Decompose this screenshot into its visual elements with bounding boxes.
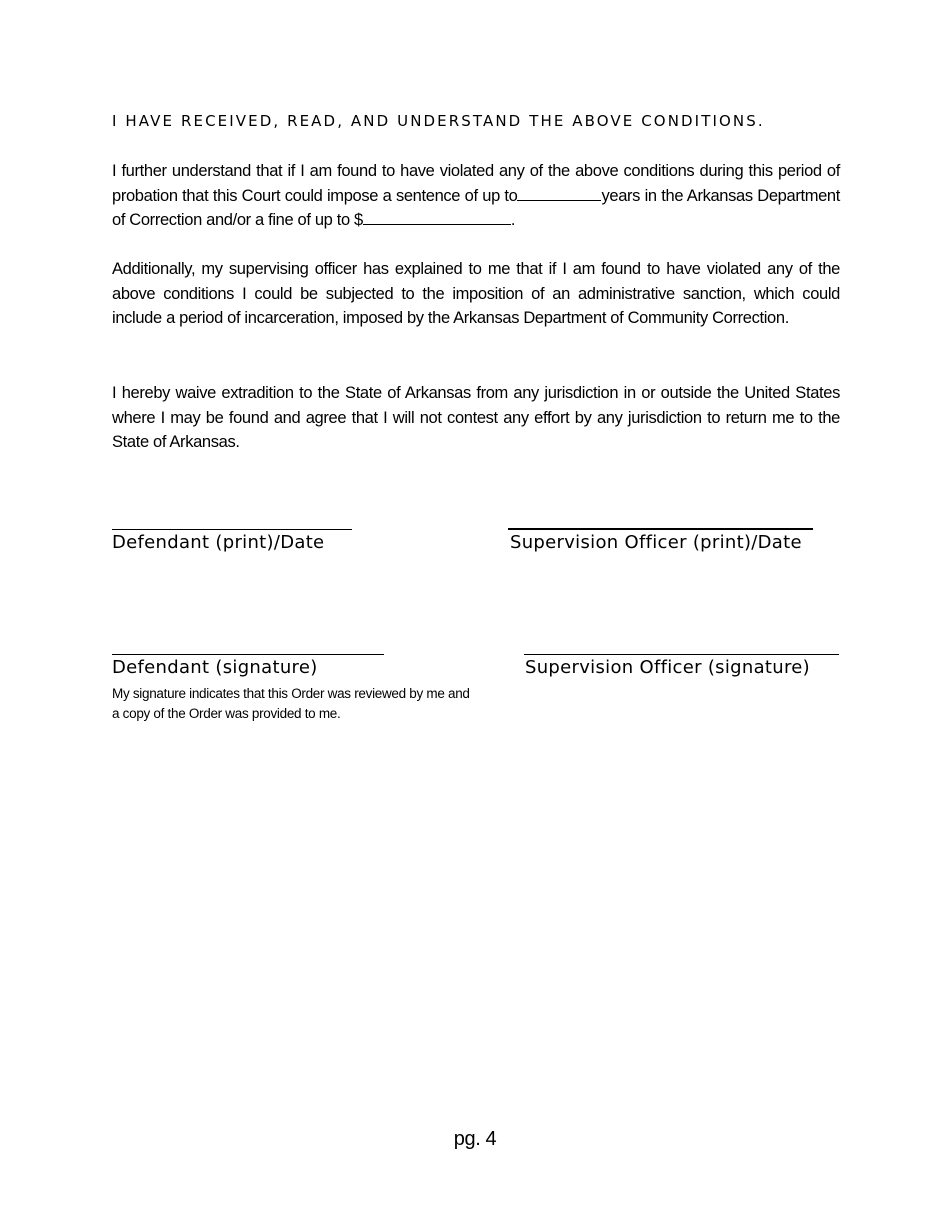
defendant-print-line[interactable] xyxy=(112,529,352,530)
officer-print-line[interactable] xyxy=(508,528,813,530)
administrative-sanction-paragraph: Additionally, my supervising officer has explained to me that if I am found to have violated any of the above conditions I could be subjected to the imposition of an administrative sanction, which could include a period of incarceration, imposed by the Arkansas Department of Community Correction. xyxy=(112,260,840,327)
defendant-signature-line[interactable] xyxy=(112,654,384,655)
paragraph1-text-end: . xyxy=(510,211,516,229)
paragraph1-text-start: I further understand that if I am found to have violated any of the above conditions during this period of probation that this Court could impose a sentence of up to xyxy=(112,162,840,205)
page-number: pg. 4 xyxy=(453,1128,497,1150)
officer-print-label: Supervision Officer (print)/Date xyxy=(510,532,802,553)
officer-signature-label: Supervision Officer (signature) xyxy=(525,657,810,678)
defendant-signature-note: My signature indicates that this Order was reviewed by me and a copy of the Order was provided to me. xyxy=(112,686,470,721)
acknowledgement-heading: I HAVE RECEIVED, READ, AND UNDERSTAND THE ABOVE CONDITIONS. xyxy=(112,112,765,130)
extradition-waiver-paragraph: I hereby waive extradition to the State of Arkansas from any jurisdiction in or outside the United States where I may be found and agree that I will not contest any effort by any jurisdiction to return me to the State of Arkansas. xyxy=(112,384,840,451)
defendant-signature-label: Defendant (signature) xyxy=(112,657,318,678)
probation-sentence-paragraph xyxy=(112,159,840,233)
officer-signature-line[interactable] xyxy=(524,654,839,655)
paragraph1-text-middle: years in the Arkansas Department of Correction and/or a fine of up to $ xyxy=(112,186,840,229)
years-blank-field[interactable] xyxy=(517,185,601,201)
defendant-print-label: Defendant (print)/Date xyxy=(112,532,325,553)
fine-amount-blank-field[interactable] xyxy=(363,209,511,225)
